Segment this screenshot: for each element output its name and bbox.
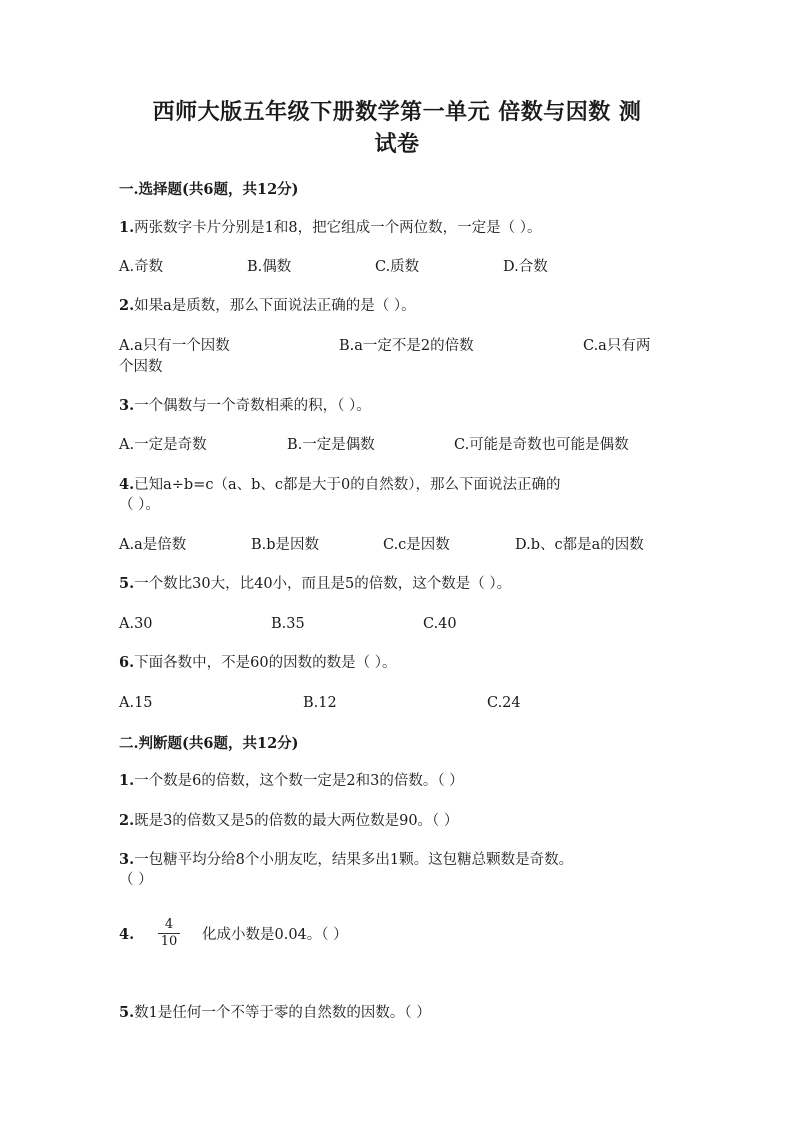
question-number: 5.	[119, 1004, 135, 1021]
question-number: 3.	[119, 397, 135, 414]
question-text: 两张数字卡片分别是1和8，把它组成一个两位数，一定是（ ）。	[134, 220, 542, 236]
question-number: 2.	[119, 812, 135, 829]
option-a[interactable]: A.15	[119, 695, 153, 711]
option-a[interactable]: A.奇数	[119, 259, 164, 275]
question-number: 3.	[119, 851, 135, 868]
question-text: 一个偶数与一个奇数相乘的积，（ ）。	[134, 398, 371, 414]
choice-question-1	[119, 218, 679, 238]
choice-options-1	[119, 257, 679, 277]
option-c-continued[interactable]: 个因数	[119, 359, 163, 375]
question-text: 下面各数中，不是60的因数的数是（ ）。	[134, 655, 397, 671]
choice-question-2	[119, 296, 679, 316]
question-number: 2.	[119, 297, 135, 314]
question-text: 一个数是6的倍数，这个数一定是2和3的倍数。（ ）	[134, 773, 464, 789]
question-text: 数1是任何一个不等于零的自然数的因数。（ ）	[134, 1005, 431, 1021]
fraction-numerator: 4	[164, 917, 174, 932]
option-c[interactable]: C.a只有两	[583, 338, 651, 354]
judgement-question-2	[119, 811, 679, 831]
judgement-question-1	[119, 771, 679, 791]
option-b[interactable]: B.b是因数	[251, 537, 320, 553]
choice-options-4	[119, 535, 679, 555]
choice-options-6	[119, 693, 679, 713]
option-b[interactable]: B.a一定不是2的倍数	[339, 338, 474, 354]
question-text: 已知a÷b=c（a、b、c都是大于0的自然数），那么下面说法正确的	[134, 477, 561, 493]
question-number: 6.	[119, 654, 135, 671]
question-text-continued: （ ）。	[119, 497, 160, 513]
title-line-2: 试卷	[374, 131, 420, 157]
option-a[interactable]: A.a是倍数	[119, 537, 187, 553]
judgement-question-4	[202, 925, 682, 945]
option-c[interactable]: C.c是因数	[383, 537, 450, 553]
choice-options-5	[119, 614, 679, 634]
option-b[interactable]: B.一定是偶数	[287, 437, 375, 453]
question-text-continued: （ ）	[119, 872, 153, 888]
question-number: 4.	[119, 476, 135, 493]
section-heading-judgement: 二.判断题(共6题，共12分)	[119, 735, 299, 752]
page-title	[120, 96, 674, 160]
choice-question-4	[119, 475, 679, 515]
judgement-question-4-number	[119, 925, 159, 945]
option-a[interactable]: A.一定是奇数	[119, 437, 207, 453]
title-line-1: 西师大版五年级下册数学第一单元 倍数与因数 测	[152, 99, 642, 125]
fraction-denominator: 10	[160, 934, 178, 949]
question-text: 一包糖平均分给8个小朋友吃，结果多出1颗。这包糖总颗数是奇数。	[134, 852, 574, 868]
option-b[interactable]: B.12	[303, 695, 337, 711]
judgement-question-5	[119, 1003, 679, 1023]
option-d[interactable]: D.b、c都是a的因数	[515, 537, 644, 553]
choice-options-2-wrap	[119, 357, 679, 377]
option-c[interactable]: C.24	[487, 695, 521, 711]
option-a[interactable]: A.30	[119, 616, 153, 632]
choice-options-3	[119, 435, 679, 455]
option-c[interactable]: C.质数	[375, 259, 420, 275]
question-text: 化成小数是0.04。（ ）	[202, 927, 348, 943]
section-heading-choice: 一.选择题(共6题，共12分)	[119, 181, 299, 198]
choice-question-6	[119, 653, 679, 673]
question-text: 一个数比30大，比40小，而且是5的倍数，这个数是（ ）。	[134, 576, 512, 592]
fraction-four-tenths	[158, 918, 180, 949]
option-c[interactable]: C.40	[423, 616, 457, 632]
judgement-question-3	[119, 850, 679, 890]
choice-question-3	[119, 396, 679, 416]
option-c[interactable]: C.可能是奇数也可能是偶数	[454, 437, 629, 453]
question-text: 如果a是质数，那么下面说法正确的是（ ）。	[134, 298, 416, 314]
question-number: 4.	[119, 926, 135, 943]
choice-question-5	[119, 574, 679, 594]
option-a[interactable]: A.a只有一个因数	[119, 338, 230, 354]
question-number: 1.	[119, 219, 135, 236]
question-number: 1.	[119, 772, 135, 789]
option-d[interactable]: D.合数	[503, 259, 548, 275]
question-text: 既是3的倍数又是5的倍数的最大两位数是90。（ ）	[134, 813, 459, 829]
question-number: 5.	[119, 575, 135, 592]
option-b[interactable]: B.35	[271, 616, 305, 632]
option-b[interactable]: B.偶数	[247, 259, 292, 275]
choice-options-2	[119, 336, 679, 356]
